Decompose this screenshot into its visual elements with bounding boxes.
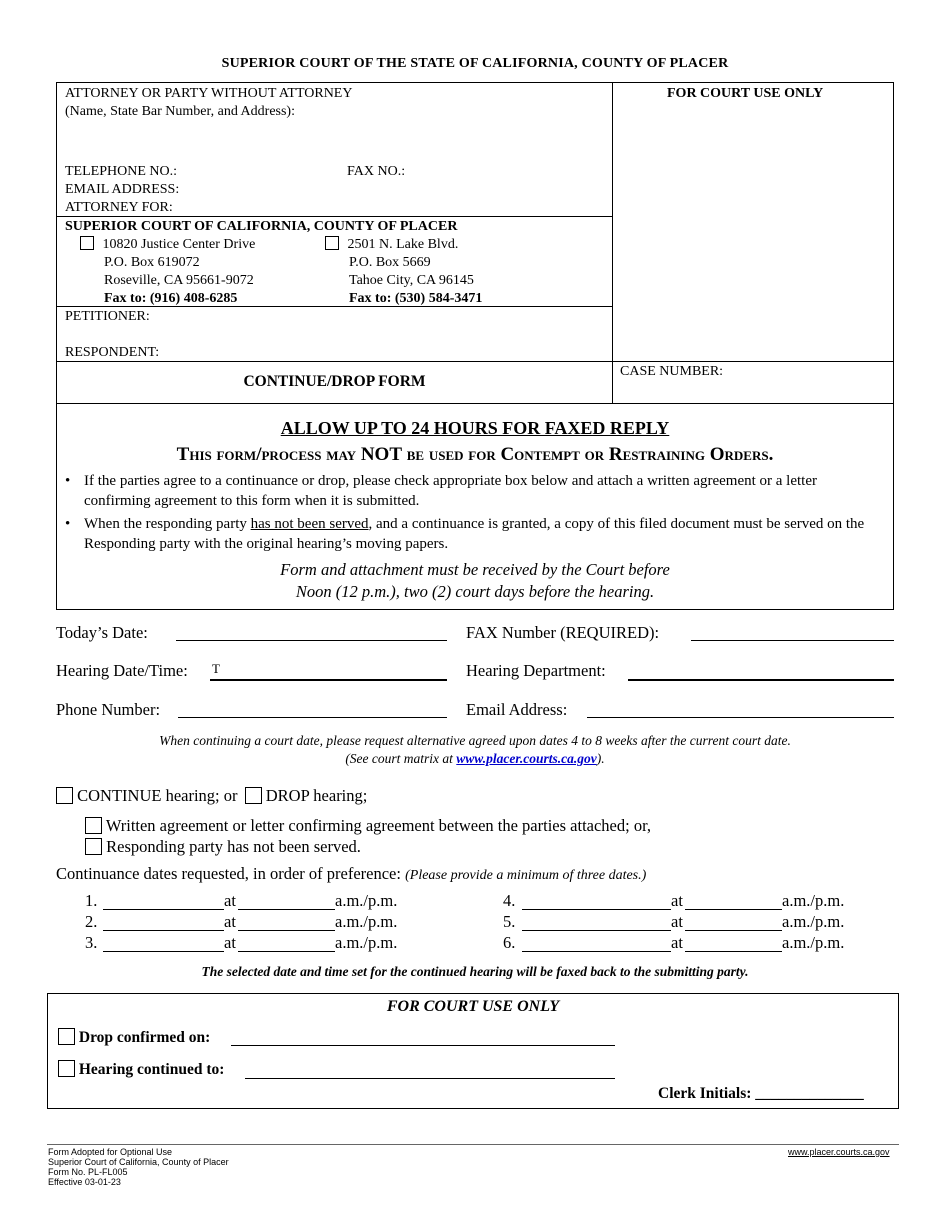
continuance-date-3 — [85, 933, 97, 953]
continuance-date-2 — [85, 912, 97, 932]
matrix-note-text: (See court matrix at — [345, 751, 457, 766]
bullet-icon: • — [65, 516, 71, 532]
date-number: 5. — [503, 912, 516, 931]
ampm-label: a.m./p.m. — [335, 912, 398, 931]
respondent-label: RESPONDENT: — [65, 345, 160, 360]
drop-confirmed-field[interactable] — [231, 1045, 615, 1046]
footer-rule — [47, 1144, 899, 1145]
footer-line: Form Adopted for Optional Use — [48, 1147, 173, 1157]
hearing-datetime-value[interactable]: T — [212, 661, 220, 676]
drop-confirmed-checkbox[interactable] — [58, 1028, 75, 1045]
tahoe-city: Tahoe City, CA 96145 — [349, 273, 474, 288]
roseville-city: Roseville, CA 95661-9072 — [104, 273, 254, 288]
drop-confirmed-label: Drop confirmed on: — [78, 1029, 211, 1046]
time-field[interactable] — [238, 930, 335, 931]
phone-label: Phone Number: — [56, 700, 161, 719]
court-use-box — [47, 993, 899, 1109]
matrix-note: When continuing a court date, please request alternative agreed upon dates 4 to 8 weeks after the current court date. — [159, 733, 791, 748]
court-heading: SUPERIOR COURT OF THE STATE OF CALIFORNIA, COUNTY OF PLACER — [221, 56, 729, 71]
bullet-icon: • — [65, 473, 71, 489]
not-served-label: Responding party has not been served. — [106, 837, 361, 856]
drop-confirmed-row — [58, 1028, 210, 1047]
continuance-date-4 — [503, 891, 515, 911]
bullet-text: If the parties agree to a continuance or drop, please check appropriate box below and attach a written agreement or a letter confirming agreement to this form when it is submitted. — [84, 473, 817, 509]
date-field[interactable] — [522, 930, 671, 931]
continuance-hint: (Please provide a minimum of three dates.) — [405, 868, 647, 883]
ampm-label: a.m./p.m. — [782, 891, 845, 910]
hearing-continued-checkbox[interactable] — [58, 1060, 75, 1077]
hearing-department-field[interactable] — [628, 679, 894, 681]
date-number: 2. — [85, 912, 98, 931]
tahoe-option — [325, 236, 458, 253]
continue-checkbox[interactable] — [56, 787, 73, 804]
written-agreement-option — [85, 816, 651, 836]
matrix-note-text: ). — [596, 751, 605, 766]
roseville-option — [80, 236, 255, 253]
date-number: 6. — [503, 933, 516, 952]
continue-option — [56, 786, 367, 806]
bullet-text — [84, 514, 885, 554]
email-label: Email Address: — [466, 700, 568, 719]
form-title: CONTINUE/DROP FORM — [243, 373, 426, 390]
telephone-label: TELEPHONE NO.: — [65, 164, 177, 179]
notice-box — [56, 404, 894, 610]
time-field[interactable] — [238, 909, 335, 910]
time-field[interactable] — [238, 951, 335, 952]
divider — [57, 216, 613, 217]
notice-bullet — [65, 471, 885, 511]
deadline-note: Noon (12 p.m.), two (2) court days before the hearing. — [295, 582, 655, 601]
ampm-label: a.m./p.m. — [335, 891, 398, 910]
drop-checkbox[interactable] — [245, 787, 262, 804]
time-field[interactable] — [685, 951, 782, 952]
clerk-initials[interactable]: Clerk Initials: ______________ — [658, 1085, 864, 1102]
roseville-box: P.O. Box 619072 — [104, 255, 200, 270]
footer-line: Effective 03-01-23 — [48, 1177, 121, 1187]
tahoe-box: P.O. Box 5669 — [349, 255, 431, 270]
written-agreement-checkbox[interactable] — [85, 817, 102, 834]
at-label: at — [224, 933, 236, 952]
court-use-title: FOR COURT USE ONLY — [386, 998, 560, 1015]
restriction-not: NOT — [360, 444, 402, 465]
fax-number-field[interactable] — [691, 640, 894, 641]
bullet-text-part: , and a continuance is granted, a copy of this filed document must be served on the Responding party with the original hearing’s moving papers. — [84, 516, 865, 552]
case-number-label: CASE NUMBER: — [620, 364, 724, 379]
ampm-label: a.m./p.m. — [782, 912, 845, 931]
footer-url[interactable]: www.placer.courts.ca.gov — [788, 1147, 890, 1157]
hearing-datetime-field[interactable] — [210, 679, 447, 681]
notice-bullet — [65, 514, 885, 554]
email-field[interactable] — [587, 717, 894, 718]
fax-label: FAX NO.: — [347, 164, 406, 179]
attorney-title: ATTORNEY OR PARTY WITHOUT ATTORNEY — [65, 86, 353, 101]
tahoe-fax: Fax to: (530) 584-3471 — [349, 291, 483, 306]
hearing-department-label: Hearing Department: — [466, 661, 606, 680]
continuance-date-5 — [503, 912, 515, 932]
tahoe-checkbox[interactable] — [325, 236, 339, 250]
roseville-checkbox[interactable] — [80, 236, 94, 250]
time-field[interactable] — [685, 909, 782, 910]
continuance-heading — [56, 864, 646, 884]
petitioner-label: PETITIONER: — [65, 309, 150, 324]
notice-heading: ALLOW UP TO 24 HOURS FOR FAXED REPLY — [280, 418, 670, 438]
faxback-note: The selected date and time set for the continued hearing will be faxed back to the submitting party. — [201, 964, 749, 979]
attorney-subtitle: (Name, State Bar Number, and Address): — [65, 104, 295, 119]
hearing-datetime-label: Hearing Date/Time: — [56, 661, 188, 680]
divider — [57, 361, 893, 362]
date-field[interactable] — [103, 951, 224, 952]
ampm-label: a.m./p.m. — [335, 933, 398, 952]
not-served-option — [85, 837, 361, 857]
continue-label: CONTINUE hearing; or — [77, 786, 238, 805]
caption-divider — [612, 83, 613, 403]
continuance-date-6 — [503, 933, 515, 953]
todays-date-label: Today’s Date: — [56, 623, 148, 642]
email-label: EMAIL ADDRESS: — [65, 182, 180, 197]
notice-restriction — [57, 444, 893, 466]
hearing-continued-row — [58, 1060, 224, 1079]
drop-label: DROP hearing; — [265, 786, 368, 805]
court-use-only-label: FOR COURT USE ONLY — [667, 86, 824, 101]
date-number: 1. — [85, 891, 98, 910]
date-field[interactable] — [522, 951, 671, 952]
roseville-street: 10820 Justice Center Drive — [102, 237, 256, 252]
deadline-note: Form and attachment must be received by the Court before — [280, 560, 670, 579]
footer-line: Form No. PL-FL005 — [48, 1167, 128, 1177]
written-agreement-label: Written agreement or letter confirming agreement between the parties attached; or, — [105, 816, 652, 835]
fax-number-label: FAX Number (REQUIRED): — [466, 623, 660, 642]
bullet-text-part: When the responding party — [84, 516, 251, 532]
court-matrix-link[interactable]: www.placer.courts.ca.gov — [456, 751, 597, 766]
date-number: 3. — [85, 933, 98, 952]
phone-field[interactable] — [178, 717, 447, 718]
hearing-continued-field[interactable] — [245, 1078, 615, 1079]
footer-line: Superior Court of California, County of Placer — [48, 1157, 229, 1167]
footer-info — [48, 1147, 229, 1187]
todays-date-field[interactable] — [176, 640, 447, 641]
at-label: at — [224, 891, 236, 910]
not-served-checkbox[interactable] — [85, 838, 102, 855]
date-number: 4. — [503, 891, 516, 910]
matrix-note-link-line — [0, 750, 950, 768]
tahoe-street: 2501 N. Lake Blvd. — [347, 237, 459, 252]
restriction-text: be used for Contempt or Restraining Orders. — [402, 444, 774, 465]
restriction-text: This form/process may — [176, 444, 361, 465]
date-field[interactable] — [103, 909, 224, 910]
attorney-for-label: ATTORNEY FOR: — [65, 200, 173, 215]
faxback-note-text: The selected date and time set for the continued hearing will be faxed back to the submitting party — [201, 964, 746, 979]
date-field[interactable] — [522, 909, 671, 910]
at-label: at — [224, 912, 236, 931]
at-label: at — [671, 891, 683, 910]
hearing-continued-label: Hearing continued to: — [78, 1061, 225, 1078]
ampm-label: a.m./p.m. — [782, 933, 845, 952]
bullet-text-underlined: has not been served — [250, 516, 369, 532]
at-label: at — [671, 912, 683, 931]
continuance-date-1 — [85, 891, 97, 911]
date-field[interactable] — [103, 930, 224, 931]
roseville-fax: Fax to: (916) 408-6285 — [104, 291, 238, 306]
caption-box — [56, 82, 894, 404]
time-field[interactable] — [685, 930, 782, 931]
court-location-title: SUPERIOR COURT OF CALIFORNIA, COUNTY OF PLACER — [65, 219, 458, 234]
at-label: at — [671, 933, 683, 952]
continuance-label: Continuance dates requested, in order of preference: — [56, 864, 401, 883]
